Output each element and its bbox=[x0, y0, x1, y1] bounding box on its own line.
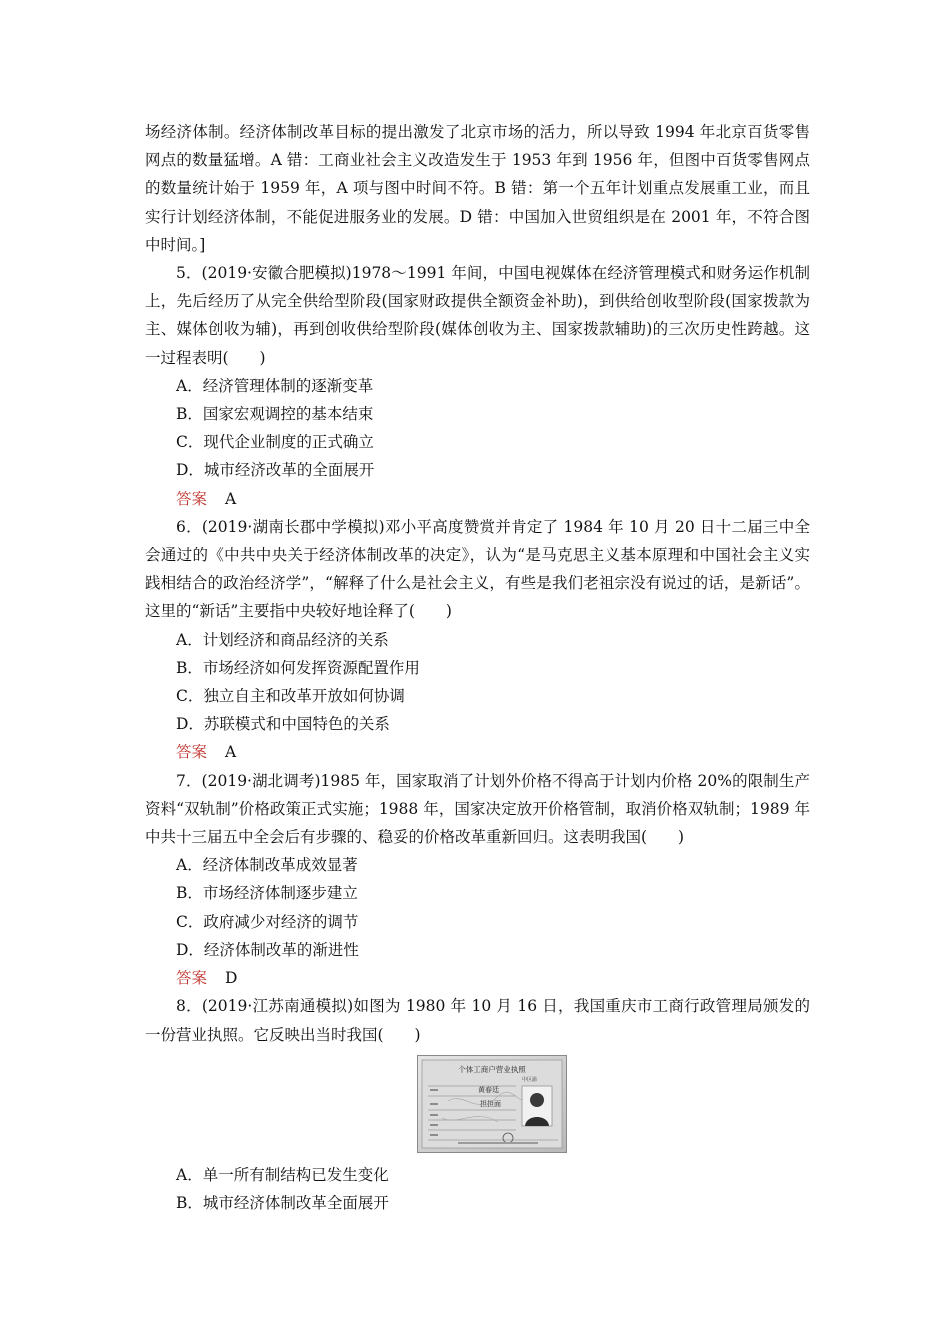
question-8 bbox=[145, 992, 810, 1217]
answer-line bbox=[145, 485, 810, 513]
answer-label: 答案 bbox=[176, 969, 208, 988]
question-stem: 6．(2019·湖南长郡中学模拟)邓小平高度赞赏并肯定了 1984 年 10 月 20 日十二届三中全会通过的《中共中央关于经济体制改革的决定》，认为“是马克思主义基本原理和中国社会主义实践相结合的政治经济学”，“解释了什么是社会主义，有些是我们老祖宗没有说过的话，是新话”。这里的“新话”主要指中央较好地诠释了( ) bbox=[145, 517, 810, 621]
option-b: B．国家宏观调控的基本结束 bbox=[176, 405, 374, 424]
option-a: A．单一所有制结构已发生变化 bbox=[176, 1165, 389, 1184]
option-a: A．经济管理体制的逐渐变革 bbox=[176, 376, 374, 395]
question-6 bbox=[145, 513, 810, 767]
answer-label: 答案 bbox=[176, 743, 208, 762]
question-7 bbox=[145, 767, 810, 993]
option-c: C．独立自主和改革开放如何协调 bbox=[176, 687, 405, 706]
license-district: 中区渝 bbox=[522, 1076, 538, 1083]
license-heading: 个体工商户营业执照 bbox=[458, 1064, 526, 1074]
question-stem: 5．(2019·安徽合肥模拟)1978～1991 年间，中国电视媒体在经济管理模式和财务运作机制上，先后经历了从完全供给型阶段(国家财政提供全额资金补助)，到供给创收型阶段(国家拨款为主、媒体创收为辅)，再到创收供给型阶段(媒体创收为主、国家拨款辅助)的三次历史性跨越。这一过程表明( ) bbox=[145, 264, 810, 367]
answer-value: A bbox=[225, 489, 237, 508]
question-stem: 8．(2019·江苏南通模拟)如图为 1980 年 10 月 16 日，我国重庆市工商行政管理局颁发的一份营业执照。它反映出当时我国( ) bbox=[145, 997, 810, 1044]
question-stem: 7．(2019·湖北调考)1985 年，国家取消了计划外价格不得高于计划内价格 20%的限制生产资料“双轨制”价格政策正式实施；1988 年，国家决定放开价格管制，取消价格双轨制；1989 年中共十三届五中全会后有步骤的、稳妥的价格改革重新回归。这表明我国( ) bbox=[145, 771, 810, 847]
figure-container bbox=[145, 1055, 810, 1155]
option-d: D．苏联模式和中国特色的关系 bbox=[176, 715, 390, 734]
option-b: B．市场经济体制逐步建立 bbox=[176, 884, 358, 903]
option-d: D．经济体制改革的渐进性 bbox=[176, 940, 359, 959]
option-a: A．计划经济和商品经济的关系 bbox=[176, 630, 389, 649]
document-page bbox=[145, 118, 810, 1217]
answer-value: D bbox=[225, 969, 238, 988]
answer-line bbox=[145, 738, 810, 766]
option-b: B．市场经济如何发挥资源配置作用 bbox=[176, 658, 420, 677]
answer-value: A bbox=[225, 743, 237, 762]
answer-line bbox=[145, 964, 810, 992]
option-b: B．城市经济体制改革全面展开 bbox=[176, 1193, 389, 1212]
option-c: C．现代企业制度的正式确立 bbox=[176, 433, 374, 452]
answer-label: 答案 bbox=[176, 489, 208, 508]
option-d: D．城市经济改革的全面展开 bbox=[176, 461, 375, 480]
license-name: 黄春廷 bbox=[478, 1085, 499, 1094]
explanation-continuation: 场经济体制。经济体制改革目标的提出激发了北京市场的活力，所以导致 1994 年北京百货零售网点的数量猛增。A 错：工商业社会主义改造发生于 1953 年到 1956 年，但图中百货零售网点的数量统计始于 1959 年，A 项与图中时间不符。B 错：第一个五年计划重点发展重工业，而且实行计划经济体制，不能促进服务业的发展。D 错：中国加入世贸组织是在 2001 年，不符合图中时间。] bbox=[145, 123, 810, 254]
option-a: A．经济体制改革成效显著 bbox=[176, 856, 358, 875]
license-category: 担担面 bbox=[480, 1099, 501, 1108]
option-c: C．政府减少对经济的调节 bbox=[176, 912, 359, 931]
business-license-photo bbox=[417, 1055, 567, 1153]
question-5 bbox=[145, 259, 810, 513]
